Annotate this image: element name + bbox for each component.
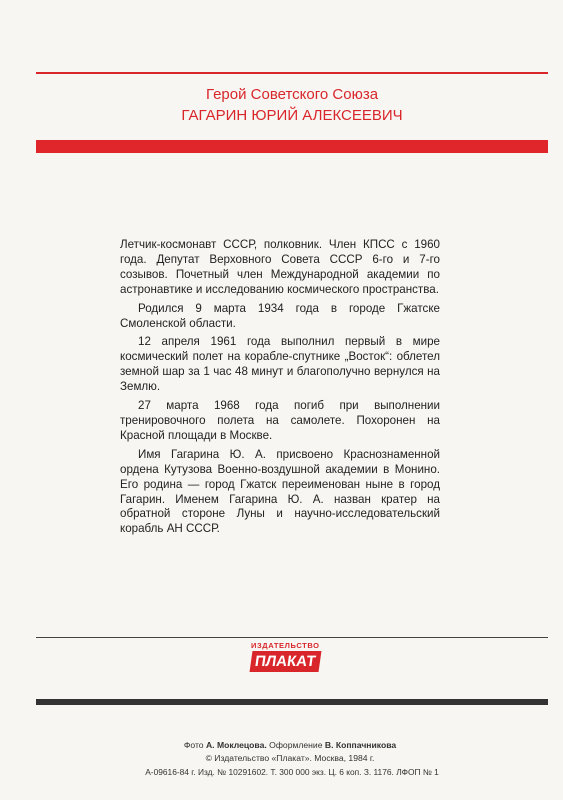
paragraph: 27 марта 1968 года погиб при выполнении тренировочного полета на самолете. Похоронен на Красной площади в Москве. [120,399,440,442]
publisher-logo [251,641,320,681]
design-label: Оформление [269,740,323,750]
paragraph: 12 апреля 1961 года выполнил первый в мире космический полет на корабле-спутнике „Восток“: облетел земной шар за 1 час 48 минут и благополучно вернулся на Землю. [120,335,440,394]
paragraph: Летчик-космонавт СССР, полковник. Член КПСС с 1960 года. Депутат Верховного Совета СССР 6-го и 7-го созывов. Почетный член Международной академии по астронавтике и исследованию космического пространства. [120,238,440,296]
biography-text [120,238,440,541]
title-block [36,84,548,126]
logo-top-text: ИЗДАТЕЛЬСТВО [251,641,320,650]
bottom-thick-rule [36,699,548,705]
imprint-line: А-09616-84 г. Изд. № 10291602. Т. 300 000 экз. Ц. 6 коп. З. 1176. ЛФОП № 1 [145,767,439,777]
bottom-rule [36,637,548,638]
logo-main-text: ПЛАКАТ [250,651,321,672]
hero-name: ГАГАРИН ЮРИЙ АЛЕКСЕЕВИЧ [181,107,403,124]
credits-line [80,739,500,751]
red-band [36,140,548,153]
hero-title: Герой Советского Союза [205,86,379,103]
photo-author: А. Моклецова. [205,740,267,750]
paragraph: Имя Гагарина Ю. А. присвоено Краснознаменной ордена Кутузова Военно-воздушной академии в Монино. Его родина — город Гжатск переименован ныне в город Гагарин. Именем Гагарина Ю. А. назван кратер на обратной стороне Луны и научно-исследовательский корабль АН СССР. [120,447,440,536]
copyright-line: © Издательство «Плакат». Москва, 1984 г. [205,753,375,763]
paragraph: Родился 9 марта 1934 года в городе Гжатске Смоленской области. [120,301,440,330]
top-red-rule [36,72,548,74]
photo-label: Фото [183,740,204,750]
design-author: В. Коппачникова [324,740,397,750]
